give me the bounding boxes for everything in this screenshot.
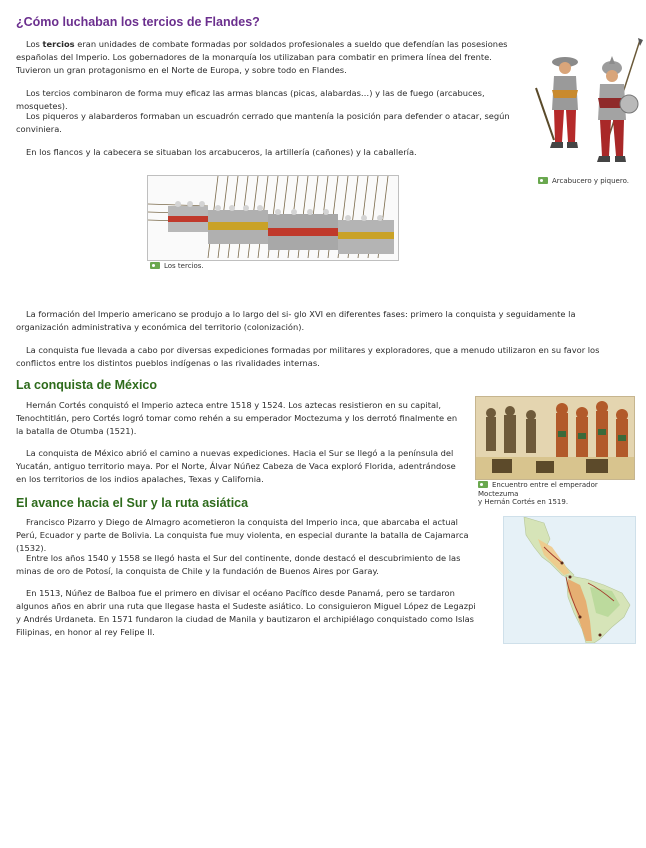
paragraph-potosi: Entre los años 1540 y 1558 se llegó hasta el Sur del continente, donde destacó el descubrimiento de las minas de oro de Potosí, la conquista de Chile y la fundación de Buenos Aires por Garay. bbox=[16, 553, 461, 576]
heading-conquista-mexico: La conquista de México bbox=[16, 378, 158, 392]
paragraph-pizarro: Francisco Pizarro y Diego de Almagro acometieron la conquista del Imperio inca, que abarcaba el actual Perú, Ecuador y parte de Bolivia. La conquista fue muy violenta, en especial durante la batalla de Cajamarca (1532). bbox=[16, 517, 469, 553]
paragraph-weapons: Los tercios combinaron de forma muy eficaz las armas blancas (picas, alabardas…) y las de fuego (arcabuces, mosquetes). bbox=[16, 88, 485, 111]
moctezuma-cortes-illustration bbox=[475, 396, 635, 480]
americas-map bbox=[503, 516, 636, 644]
americas-map-drawing bbox=[504, 517, 635, 643]
caption-tercios-text: Los tercios. bbox=[164, 262, 204, 270]
paragraph-squadron: Los piqueros y alabarderos formaban un escuadrón cerrado que mantenía la posición para defender o atacar, según conviniera. bbox=[16, 111, 510, 134]
paragraph-flanks: En los flancos y la cabecera se situaban los arcabuceros, la artillería (cañones) y la caballería. bbox=[26, 147, 417, 157]
paragraph-cortes: Hernán Cortés conquistó el Imperio azteca entre 1518 y 1524. Los aztecas resistieron en su capital, Tenochtitlán, pero Cortés logró tomar como rehén a su emperador Moctezuma y los derrotó finalmente en la batalla de Otumba (1521). bbox=[16, 400, 458, 436]
text-pre: Los bbox=[26, 39, 43, 49]
tercios-illustration bbox=[147, 175, 399, 261]
paragraph-new-expeditions: La conquista de México abrió el camino a nuevas expediciones. Hacia el Sur se llegó a la península del Yucatán, antiguo territorio maya. Por el Norte, Álvar Núñez Cabeza de Vaca exploró Florida, adentrándose en los territorios de los indios apalaches, Texas y California. bbox=[16, 448, 456, 484]
soldiers-illustration bbox=[532, 38, 644, 172]
heading-avance-sur: El avance hacia el Sur y la ruta asiática bbox=[16, 496, 249, 510]
paragraph-empire-formation: La formación del Imperio americano se produjo a lo largo del si- glo XVI en diferentes fases: primero la conquista y seguidamente la organización administrativa y económica del territorio (colonización). bbox=[16, 309, 576, 332]
caption-moctezuma-line1: Encuentro entre el emperador Moctezuma bbox=[478, 481, 598, 498]
photo-icon bbox=[538, 177, 548, 184]
caption-tercios bbox=[150, 262, 204, 271]
paragraph-tercios-definition bbox=[16, 38, 514, 77]
photo-icon bbox=[478, 481, 488, 488]
caption-moctezuma-line2: y Hernán Cortés en 1519. bbox=[478, 498, 569, 506]
heading-tercios: ¿Cómo luchaban los tercios de Flandes? bbox=[16, 15, 260, 29]
codex-drawing bbox=[476, 397, 634, 479]
arcabucero-piquero-drawing bbox=[532, 38, 644, 172]
paragraph-balboa: En 1513, Núñez de Balboa fue el primero en divisar el océano Pacífico desde Panamá, pero se tardaron algunos años en abrir una ruta que llegase hasta el Sudeste asiático. Lo consiguieron Miguel López de Legazpi y Andrés Urdaneta. En 1571 fundaron la ciudad de Manila y bautizaron el archipiélago conquistado como Islas Filipinas, en honor al rey Felipe II. bbox=[16, 588, 476, 637]
caption-soldiers bbox=[538, 177, 629, 186]
caption-moctezuma bbox=[478, 481, 638, 507]
photo-icon bbox=[150, 262, 160, 269]
paragraph-expeditions: La conquista fue llevada a cabo por diversas expediciones formadas por militares y exploradores, que a menudo utilizaron en su favor los conflictos entre los distintos pueblos indígenas o las rivalidades internas. bbox=[16, 345, 600, 368]
text-post: eran unidades de combate formadas por soldados profesionales a sueldo que defendían las posesiones españolas del Imperio. Los gobernadores de la monarquía los utilizaban para combatir en primera línea del frente. Tuvieron un gran protagonismo en el Norte de Europa, y sobre todo en Flandes. bbox=[16, 39, 508, 75]
tercios-formation-drawing bbox=[148, 176, 398, 260]
keyword-tercios: tercios bbox=[42, 39, 75, 49]
caption-soldiers-text: Arcabucero y piquero. bbox=[552, 177, 629, 185]
